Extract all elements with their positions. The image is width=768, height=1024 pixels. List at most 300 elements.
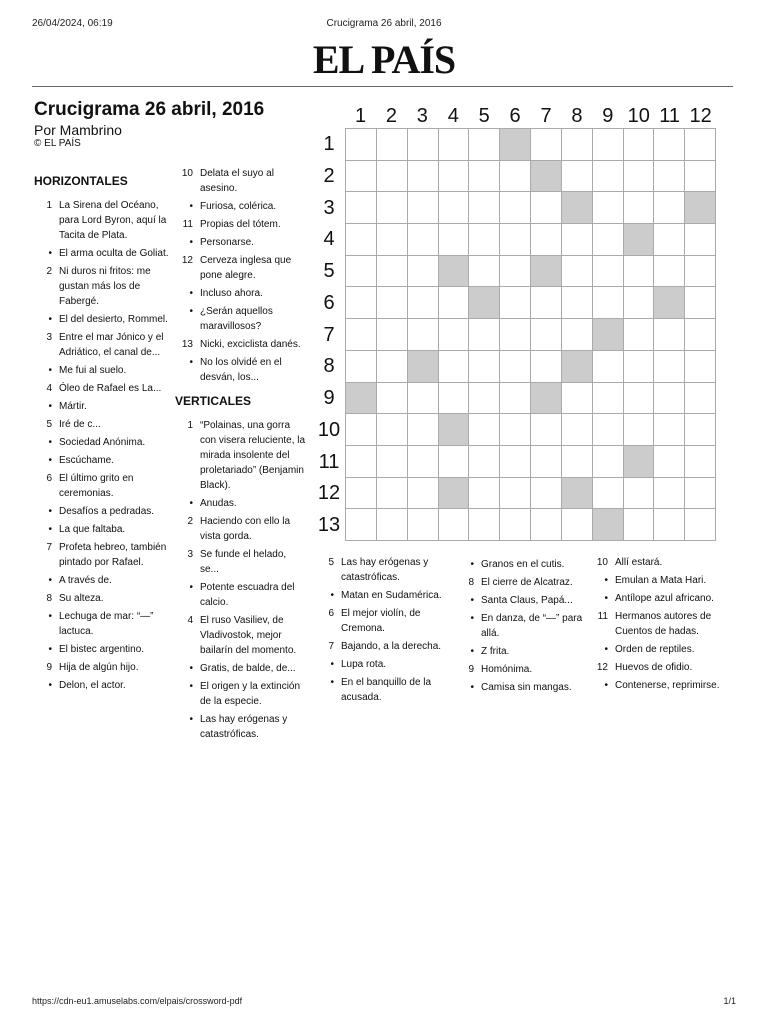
clue-item [175, 613, 307, 658]
grid-row-number: 12 [317, 482, 341, 505]
clue-number: • [48, 314, 52, 325]
grid-cell [500, 446, 531, 478]
grid-cell-blocked [654, 287, 685, 319]
grid-column-number: 7 [540, 105, 552, 127]
grid-cell [500, 351, 531, 383]
clue-number: • [48, 455, 52, 466]
clue-number: 10 [596, 557, 608, 568]
grid-cell [624, 161, 655, 193]
grid-cell-blocked [531, 383, 562, 415]
grid-cell [408, 256, 439, 288]
el-pais-logo: EL PAÍS [312, 37, 456, 82]
clue-item [34, 381, 172, 396]
clue-item [34, 522, 172, 537]
clue-text: Haciendo con ello la vista gorda. [200, 516, 291, 542]
clue-item [590, 678, 735, 693]
grid-cell [346, 129, 377, 161]
puzzle-title: Crucigrama 26 abril, 2016 [34, 99, 265, 120]
clue-text: El arma oculta de Goliat. [59, 248, 169, 259]
clue-item [175, 514, 307, 544]
clue-text: Iré de c... [59, 419, 101, 430]
print-page-title: Crucigrama 26 abril, 2016 [326, 18, 442, 29]
clue-item [34, 435, 172, 450]
grid-cell [377, 224, 408, 256]
clue-number: • [48, 524, 52, 535]
grid-cell [469, 351, 500, 383]
clue-item [34, 363, 172, 378]
grid-row-number: 1 [323, 133, 335, 155]
grid-cell [685, 383, 716, 415]
grid-cell [408, 224, 439, 256]
clue-text: No los olvidé en el desván, los... [200, 357, 282, 383]
clue-text: ¿Serán aquellos maravillosos? [200, 306, 273, 332]
grid-cell [500, 287, 531, 319]
grid-cell [624, 351, 655, 383]
clue-item [456, 662, 586, 677]
clue-item [175, 712, 307, 742]
clue-item [175, 217, 307, 232]
grid-cell [593, 129, 624, 161]
clue-text: En danza, de “—” para allá. [481, 613, 583, 639]
clue-number: • [189, 714, 193, 725]
clue-item [590, 660, 735, 675]
section-heading-verticales: VERTICALES [175, 394, 252, 408]
clue-number: 12 [596, 662, 608, 673]
clues-column-2 [175, 166, 307, 745]
grid-column-number: 3 [416, 105, 428, 127]
clue-item [34, 642, 172, 657]
grid-cell-blocked [439, 256, 470, 288]
clue-item [175, 235, 307, 250]
grid-cell [469, 446, 500, 478]
grid-cell [624, 383, 655, 415]
grid-cell [377, 192, 408, 224]
grid-cell [654, 509, 685, 541]
clue-text: El último grito en ceremonias. [59, 473, 134, 499]
grid-cell [500, 414, 531, 446]
clue-item [34, 264, 172, 309]
clue-number: 5 [46, 419, 52, 430]
clue-text: Las hay erógenas y catastróficas. [341, 557, 429, 583]
grid-cell [346, 161, 377, 193]
grid-cell [439, 509, 470, 541]
grid-cell [469, 192, 500, 224]
clue-text: Allí estará. [615, 557, 663, 568]
clue-number: • [330, 677, 334, 688]
clue-number: 9 [46, 662, 52, 673]
clue-number: 7 [328, 641, 334, 652]
clue-number: • [48, 611, 52, 622]
grid-cell [654, 414, 685, 446]
grid-cell [408, 319, 439, 351]
grid-cell [439, 446, 470, 478]
grid-cell [685, 351, 716, 383]
grid-cell [654, 351, 685, 383]
grid-cell [531, 478, 562, 510]
clues-column-5 [590, 555, 735, 696]
grid-cell [624, 319, 655, 351]
clue-item [34, 417, 172, 432]
clue-number: • [48, 575, 52, 586]
grid-cell [346, 446, 377, 478]
clue-item [175, 418, 307, 493]
grid-cell [685, 478, 716, 510]
grid-cell [685, 509, 716, 541]
grid-column-number: 8 [571, 105, 583, 127]
clue-number: 3 [46, 332, 52, 343]
clue-item [590, 609, 735, 639]
clue-item [34, 573, 172, 588]
grid-cell [562, 383, 593, 415]
clue-text: “Polainas, una gorra con visera reluciente, la mirada insolente del proletariado” (Benjamin Black). [200, 420, 306, 491]
clue-number: • [189, 357, 193, 368]
grid-row-number: 9 [323, 387, 335, 410]
grid-cell [346, 287, 377, 319]
grid-cell-blocked [562, 192, 593, 224]
grid-cell [346, 256, 377, 288]
grid-cell [469, 414, 500, 446]
clue-text: La que faltaba. [59, 524, 126, 535]
grid-cell [377, 478, 408, 510]
grid-cell-blocked [439, 414, 470, 446]
clue-text: Matan en Sudamérica. [341, 590, 442, 601]
grid-row-number: 6 [323, 291, 335, 314]
grid-column-number: 1 [354, 105, 367, 127]
grid-cell [685, 129, 716, 161]
grid-cell [685, 224, 716, 256]
grid-cell [439, 383, 470, 415]
grid-cell [593, 287, 624, 319]
grid-cell [469, 256, 500, 288]
clue-number: • [189, 663, 193, 674]
grid-cell [377, 256, 408, 288]
clue-number: 6 [46, 473, 52, 484]
clue-item [175, 199, 307, 214]
clue-number: • [470, 559, 474, 570]
grid-cell [531, 287, 562, 319]
clue-item [590, 573, 735, 588]
clue-item [175, 547, 307, 577]
grid-cell-blocked [562, 478, 593, 510]
clue-item [175, 496, 307, 511]
clue-number: 2 [46, 266, 52, 277]
clue-item [34, 678, 172, 693]
grid-column-number: 6 [509, 105, 521, 127]
clue-text: Lupa rota. [341, 659, 387, 670]
clues-column-3 [316, 555, 452, 708]
clue-item [316, 657, 452, 672]
grid-cell [624, 287, 655, 319]
grid-cell [408, 129, 439, 161]
grid-column-number: 11 [659, 105, 681, 127]
grid-cell [593, 414, 624, 446]
clue-item [175, 304, 307, 334]
grid-cell [377, 414, 408, 446]
grid-cell [439, 287, 470, 319]
grid-cell [408, 509, 439, 541]
clue-text: Anudas. [200, 498, 237, 509]
grid-cell-blocked [346, 383, 377, 415]
clue-text: Cerveza inglesa que pone alegre. [200, 255, 292, 281]
grid-cell [562, 319, 593, 351]
grid-cell [408, 478, 439, 510]
grid-cell [624, 256, 655, 288]
clue-item [175, 286, 307, 301]
grid-cell [469, 319, 500, 351]
clue-text: Las hay erógenas y catastróficas. [200, 714, 288, 740]
print-timestamp: 26/04/2024, 06:19 [32, 18, 113, 29]
grid-cell [531, 224, 562, 256]
grid-cell [654, 478, 685, 510]
grid-cell [654, 256, 685, 288]
grid-cell [500, 161, 531, 193]
puzzle-author: Por Mambrino [34, 122, 122, 138]
grid-cell [593, 256, 624, 288]
clue-text: Ni duros ni fritos: me gustan más los de Fabergé. [59, 266, 151, 307]
clue-text: Emulan a Mata Hari. [615, 575, 707, 586]
grid-cell [500, 224, 531, 256]
grid-cell [685, 414, 716, 446]
clue-number: • [48, 506, 52, 517]
grid-cell [346, 414, 377, 446]
grid-cell [469, 383, 500, 415]
grid-cell-blocked [624, 224, 655, 256]
clue-item [456, 593, 586, 608]
clue-text: El bistec argentino. [59, 644, 145, 655]
clue-text: Óleo de Rafael es La... [59, 383, 162, 394]
grid-cell [654, 383, 685, 415]
grid-cell-blocked [562, 351, 593, 383]
clue-item [34, 399, 172, 414]
clue-item [456, 680, 586, 695]
grid-cell [439, 319, 470, 351]
grid-row-number: 13 [317, 514, 341, 537]
grid-cell [685, 446, 716, 478]
clue-item [175, 580, 307, 610]
grid-cell [377, 161, 408, 193]
clue-item [590, 591, 735, 606]
clue-number: • [470, 595, 474, 606]
footer-page-number: 1/1 [723, 996, 736, 1006]
clue-text: Personarse. [200, 237, 254, 248]
clue-number: 12 [181, 255, 193, 266]
clue-text: A través de. [59, 575, 112, 586]
clue-text: Potente escuadra del calcio. [200, 582, 295, 608]
grid-cell [593, 224, 624, 256]
clue-text: Bajando, a la derecha. [341, 641, 442, 652]
clue-text: El del desierto, Rommel. [59, 314, 168, 325]
clue-number: • [330, 590, 334, 601]
clue-number: • [189, 201, 193, 212]
grid-cell [377, 351, 408, 383]
clue-number: 7 [46, 542, 52, 553]
grid-cell [624, 509, 655, 541]
grid-cell [562, 224, 593, 256]
clue-number: • [48, 401, 52, 412]
grid-cell-blocked [439, 478, 470, 510]
clue-number: 3 [187, 549, 193, 560]
grid-cell-blocked [593, 509, 624, 541]
clue-item [316, 555, 452, 585]
grid-cell-blocked [593, 319, 624, 351]
clue-item [456, 557, 586, 572]
clue-item [175, 337, 307, 352]
grid-cell [377, 129, 408, 161]
grid-cell [346, 351, 377, 383]
grid-cell [531, 319, 562, 351]
footer-url: https://cdn-eu1.amuselabs.com/elpais/crossword-pdf [32, 996, 243, 1006]
clue-number: • [604, 680, 608, 691]
grid-cell-blocked [531, 256, 562, 288]
grid-cell [562, 414, 593, 446]
clue-text: Delon, el actor. [59, 680, 126, 691]
clue-number: 4 [187, 615, 193, 626]
clue-number: • [604, 644, 608, 655]
grid-cell [624, 192, 655, 224]
grid-column-number: 12 [689, 105, 712, 127]
clue-text: Su alteza. [59, 593, 104, 604]
grid-cell [593, 192, 624, 224]
grid-row-number: 5 [323, 260, 335, 283]
clue-number: 1 [187, 420, 193, 431]
grid-cell [408, 161, 439, 193]
grid-cell [531, 192, 562, 224]
grid-cell [685, 256, 716, 288]
clue-number: • [189, 582, 193, 593]
grid-cell [500, 256, 531, 288]
grid-cell [593, 383, 624, 415]
clue-item [175, 253, 307, 283]
clue-number: 8 [468, 577, 474, 588]
grid-cell [562, 161, 593, 193]
grid-cell [531, 509, 562, 541]
clue-text: El cierre de Alcatraz. [481, 577, 573, 588]
grid-column-number: 4 [447, 105, 459, 127]
clue-item [34, 504, 172, 519]
clue-number: • [604, 593, 608, 604]
clue-text: La Sirena del Océano, para Lord Byron, aquí la Tacita de Plata. [59, 200, 167, 241]
clue-item [34, 540, 172, 570]
clue-text: El origen y la extinción de la especie. [200, 681, 301, 707]
clue-number: • [48, 680, 52, 691]
grid-cell [654, 319, 685, 351]
clue-item [34, 330, 172, 360]
clue-text: El mejor violín, de Cremona. [341, 608, 421, 634]
grid-cell [500, 478, 531, 510]
clue-number: • [189, 306, 193, 317]
grid-cell [469, 478, 500, 510]
clue-text: Furiosa, colérica. [200, 201, 277, 212]
grid-cell [439, 192, 470, 224]
grid-column-number: 9 [602, 105, 614, 127]
grid-cell [624, 478, 655, 510]
clue-item [456, 611, 586, 641]
clue-number: 13 [181, 339, 193, 350]
grid-cell [654, 446, 685, 478]
clue-text: Sociedad Anónima. [59, 437, 146, 448]
grid-row-number: 4 [323, 228, 335, 251]
grid-cell-blocked [685, 192, 716, 224]
grid-cell [593, 446, 624, 478]
clue-text: Hija de algún hijo. [59, 662, 139, 673]
clue-item [590, 555, 735, 570]
clue-item [456, 644, 586, 659]
clue-number: • [470, 613, 474, 624]
grid-cell [469, 161, 500, 193]
grid-cell [408, 383, 439, 415]
grid-cell [377, 383, 408, 415]
clue-text: Gratis, de balde, de... [200, 663, 296, 674]
grid-cell [346, 224, 377, 256]
clue-text: Incluso ahora. [200, 288, 263, 299]
clue-item [590, 642, 735, 657]
grid-column-number: 2 [385, 105, 397, 127]
puzzle-copyright: © EL PAÍS [34, 138, 81, 149]
grid-cell [654, 161, 685, 193]
clue-number: 2 [187, 516, 193, 527]
clue-text: Propias del tótem. [200, 219, 281, 230]
clue-item [34, 609, 172, 639]
grid-cell [346, 319, 377, 351]
clues-column-4 [456, 557, 586, 698]
clue-text: Huevos de ofidio. [615, 662, 693, 673]
clue-number: • [604, 575, 608, 586]
grid-cell [593, 161, 624, 193]
clue-text: Contenerse, reprimirse. [615, 680, 720, 691]
clue-number: • [48, 365, 52, 376]
grid-cell-blocked [500, 129, 531, 161]
clue-number: 1 [46, 200, 52, 211]
grid-cell [346, 478, 377, 510]
grid-cell-blocked [624, 446, 655, 478]
grid-cell [531, 129, 562, 161]
clue-number: • [470, 682, 474, 693]
grid-cell [685, 319, 716, 351]
clue-text: Me fui al suelo. [59, 365, 127, 376]
header-divider [32, 86, 733, 87]
grid-cell [439, 161, 470, 193]
grid-cell [562, 287, 593, 319]
clue-number: 9 [468, 664, 474, 675]
clue-number: 11 [597, 611, 608, 622]
grid-cell [469, 509, 500, 541]
clue-text: Antílope azul africano. [615, 593, 714, 604]
clue-number: • [189, 237, 193, 248]
clue-item [34, 312, 172, 327]
grid-cell [500, 383, 531, 415]
grid-row-number: 7 [323, 323, 335, 346]
grid-cell [408, 414, 439, 446]
clue-item [34, 471, 172, 501]
clue-text: Lechuga de mar: “—” lactuca. [59, 611, 154, 637]
clue-number: • [189, 498, 193, 509]
clue-number: 11 [182, 219, 193, 230]
grid-column-number: 5 [478, 105, 490, 127]
grid-cell [685, 287, 716, 319]
grid-cell [439, 351, 470, 383]
clue-text: Granos en el cutis. [481, 559, 565, 570]
grid-cell [346, 509, 377, 541]
grid-cell [562, 446, 593, 478]
clue-text: Desafíos a pedradas. [59, 506, 155, 517]
clue-number: 6 [328, 608, 334, 619]
clue-text: Mártir. [59, 401, 87, 412]
grid-cell [500, 509, 531, 541]
clue-text: Nicki, exciclista danés. [200, 339, 301, 350]
clue-item [34, 246, 172, 261]
grid-cell [624, 414, 655, 446]
grid-row-number: 2 [323, 164, 335, 187]
